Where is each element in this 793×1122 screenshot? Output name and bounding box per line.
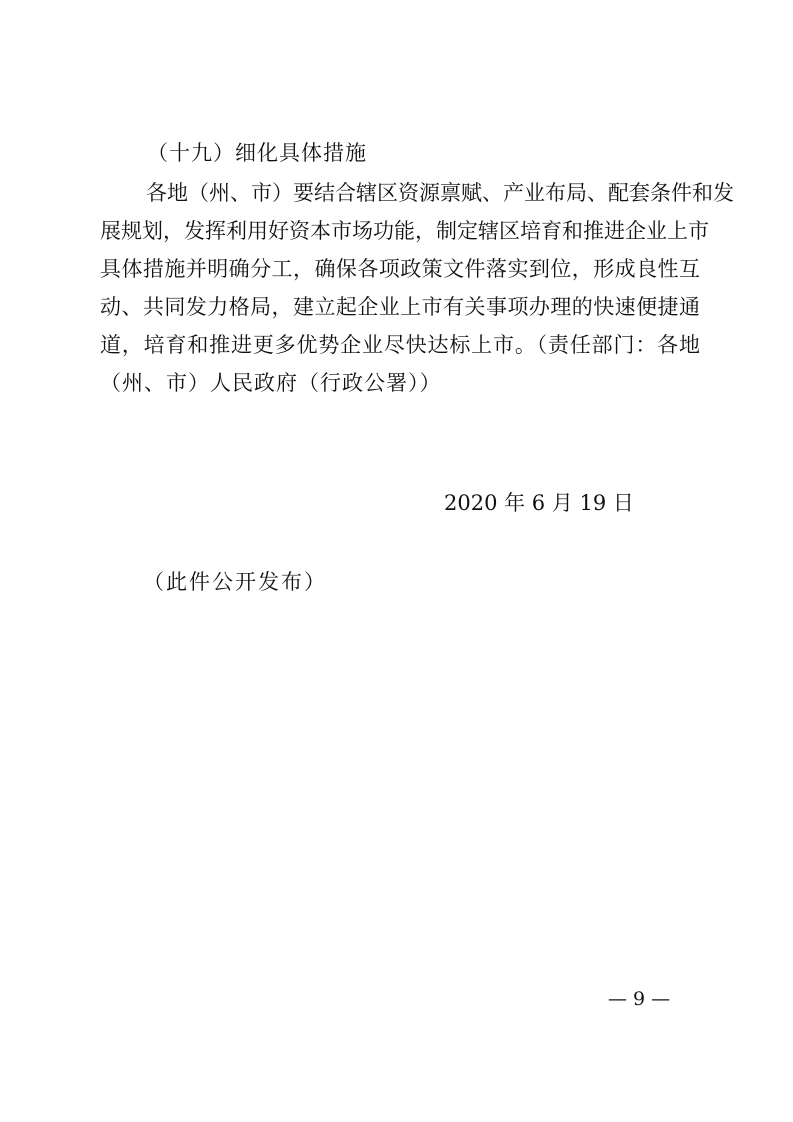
paragraph-line: （州、市）人民政府（行政公署）） [100, 371, 442, 395]
paragraph-line: 道，培育和推进更多优势企业尽快达标上市。（责任部门：各地 [100, 333, 700, 357]
paragraph-line: 各地（州、市）要结合辖区资源禀赋、产业布局、配套条件和发 [146, 181, 734, 205]
section-heading: （十九）细化具体措施 [147, 141, 367, 165]
paragraph-line: 具体措施并明确分工，确保各项政策文件落实到位，形成良性互 [100, 257, 700, 281]
document-date: 2020 年 6 月 19 日 [444, 491, 634, 515]
publication-note: （此件公开发布） [143, 570, 327, 594]
paragraph-line: 动、共同发力格局，建立起企业上市有关事项办理的快速便捷通 [100, 295, 700, 319]
body-paragraph [100, 174, 734, 402]
page-number: — 9 — [608, 988, 671, 1010]
paragraph-line: 展规划，发挥利用好资本市场功能，制定辖区培育和推进企业上市 [100, 219, 709, 243]
